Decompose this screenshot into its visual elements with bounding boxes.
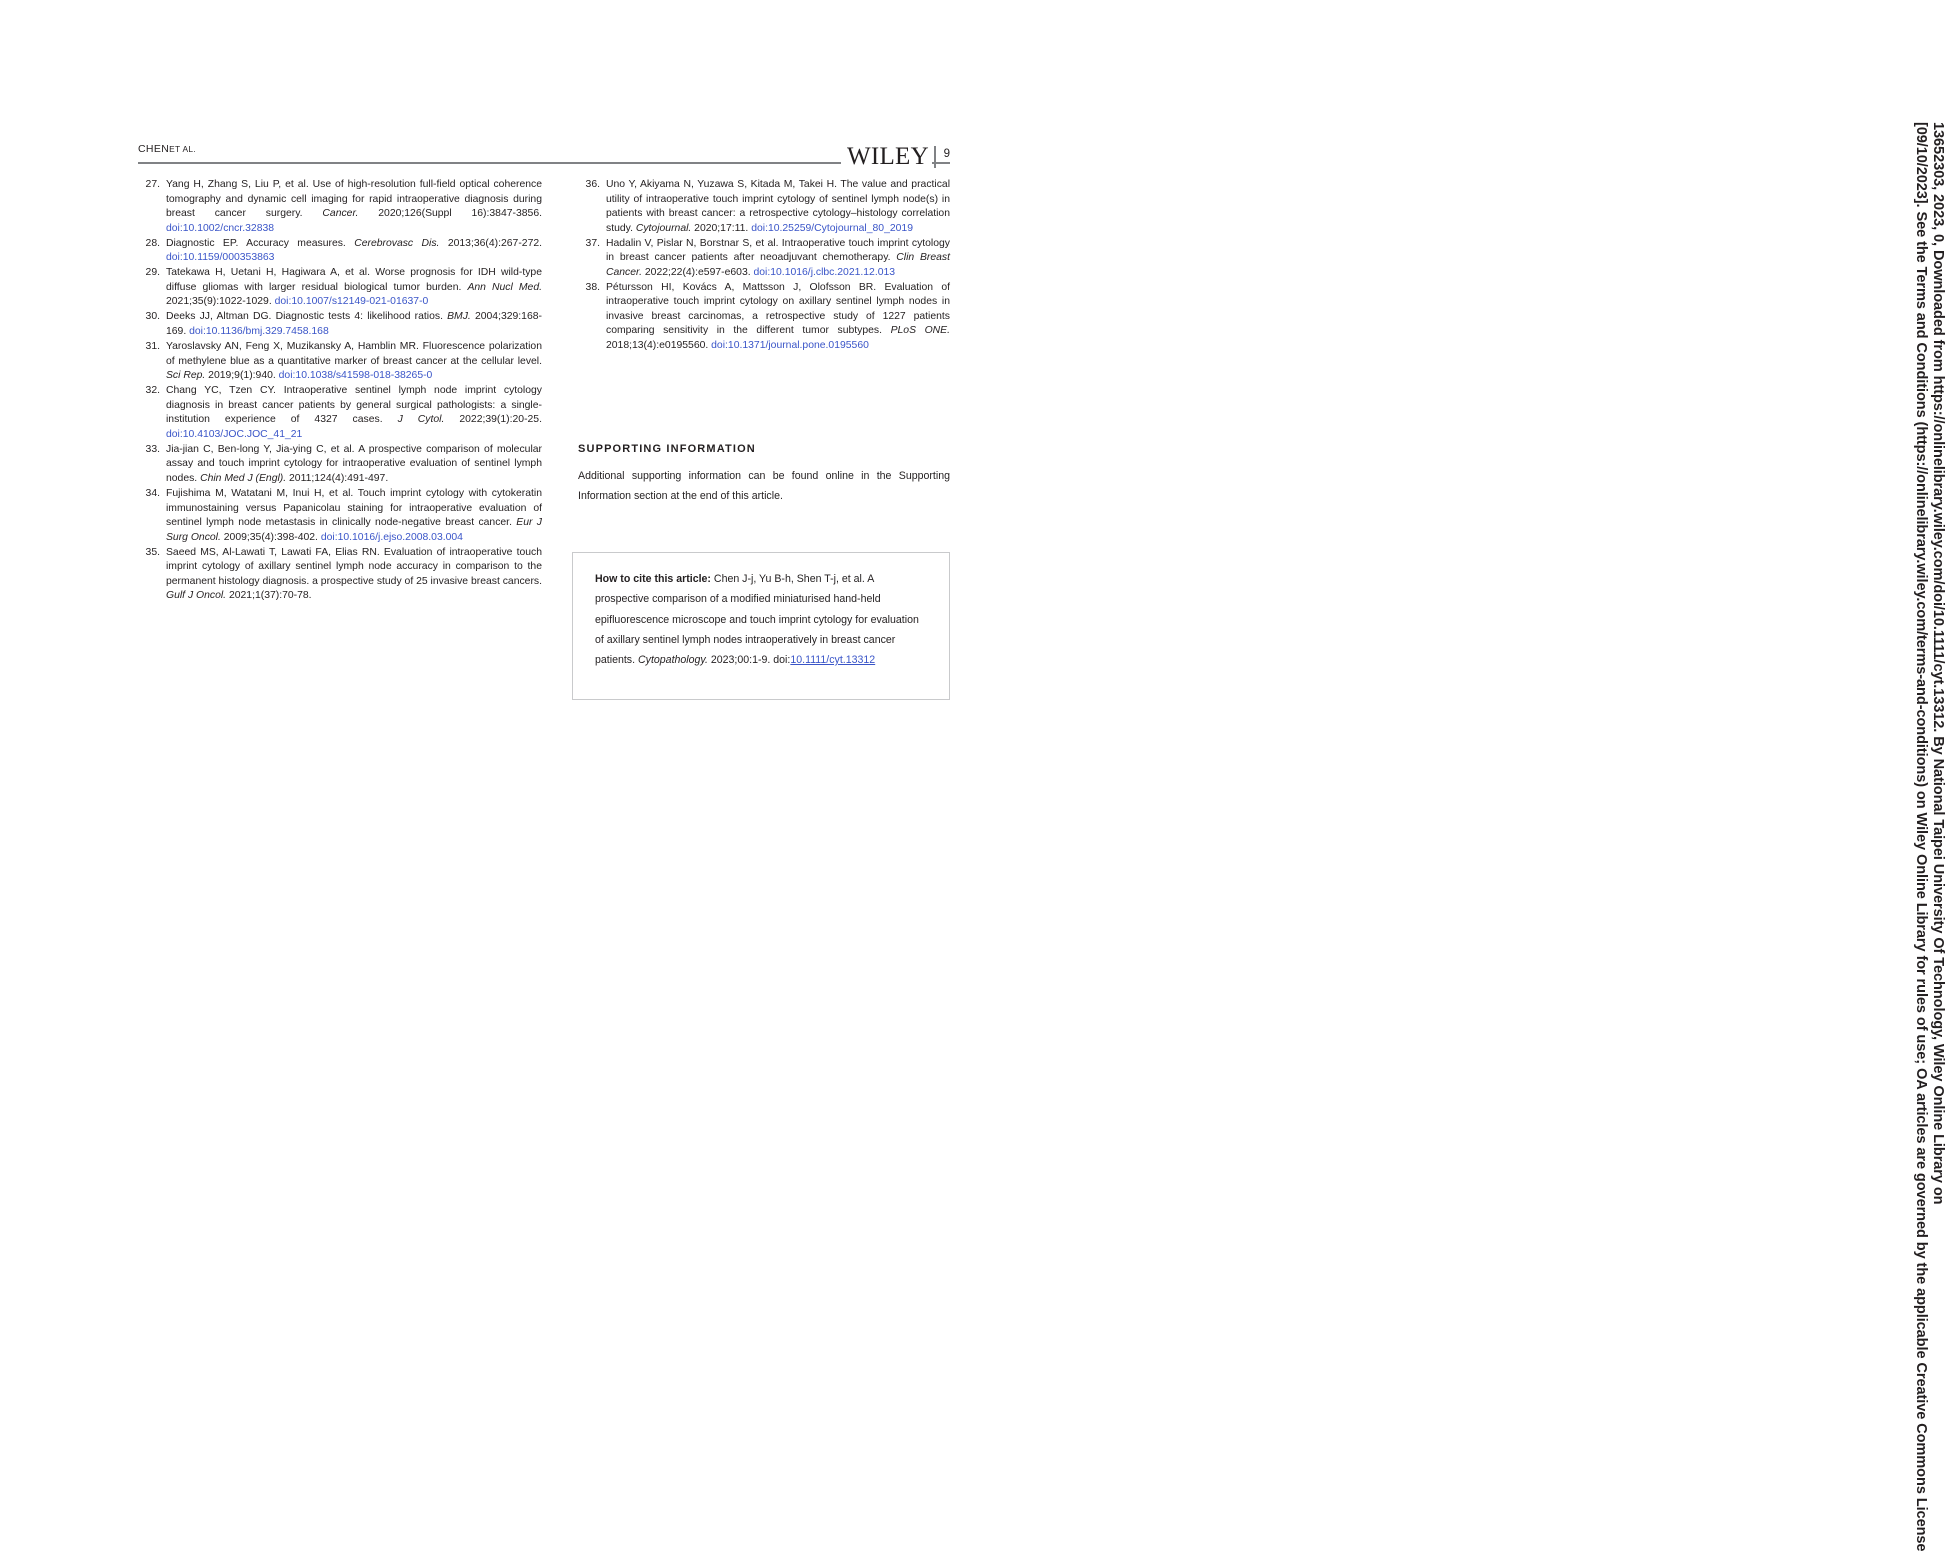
reference-tail: 2021;1(37):70-78. xyxy=(226,590,312,602)
reference-item xyxy=(138,340,542,384)
how-to-cite-volume: 2023;00:1-9. doi: xyxy=(707,654,791,667)
reference-number: 33. xyxy=(145,443,160,455)
running-head-author xyxy=(138,143,196,155)
reference-tail: 2019;9(1):940. xyxy=(205,370,279,382)
page-number: 9 xyxy=(943,148,950,160)
reference-number: 32. xyxy=(145,385,160,397)
how-to-cite-doi-link[interactable]: 10.1111/cyt.13312 xyxy=(790,654,876,667)
reference-doi-link[interactable]: doi:10.1007/s12149-021-01637-0 xyxy=(274,296,429,308)
reference-doi-link[interactable]: doi:10.1159/000353863 xyxy=(166,252,275,264)
reference-doi-link[interactable]: doi:10.1002/cncr.32838 xyxy=(166,222,275,234)
reference-number: 34. xyxy=(145,487,160,499)
reference-item xyxy=(138,487,542,545)
reference-text: Saeed MS, Al-Lawati T, Lawati FA, Elias RN. Evaluation of intraoperative touch imprint cytology of axillary sentinel lymph node accuracy in comparison to the permanent histology diagnosis. a prospective study of 25 invasive breast cancers. xyxy=(166,546,543,587)
reference-journal: PLoS ONE. xyxy=(890,325,950,337)
running-head-author-name: CHEN xyxy=(138,143,170,155)
how-to-cite-label: How to cite this article: xyxy=(595,573,711,585)
reference-journal: Cytojournal. xyxy=(635,222,692,234)
reference-tail: 2011;124(4):491-497. xyxy=(286,472,389,484)
reference-item xyxy=(578,281,950,354)
reference-item xyxy=(138,237,542,266)
reference-journal: Cancer. xyxy=(322,208,359,220)
supporting-information-heading: SUPPORTING INFORMATION xyxy=(578,443,756,455)
reference-item xyxy=(578,178,950,236)
wiley-logo-block xyxy=(841,141,950,169)
reference-journal: Gulf J Oncol. xyxy=(166,590,227,602)
how-to-cite-box xyxy=(572,552,950,700)
reference-tail: 2021;35(9):1022-1029. xyxy=(166,296,275,308)
reference-text: Chang YC, Tzen CY. Intraoperative sentinel lymph node imprint cytology diagnosis in breast cancer patients by general surgical pathologists: a single-institution experience of 4327 cases. xyxy=(166,385,542,426)
reference-number: 27. xyxy=(145,179,160,190)
supporting-information-body: Additional supporting information can be found online in the Supporting Information section at the end of this article. xyxy=(578,470,950,502)
reference-doi-link[interactable]: doi:10.1016/j.clbc.2021.12.013 xyxy=(753,266,896,278)
reference-number: 28. xyxy=(145,237,160,249)
reference-column-left xyxy=(138,178,542,604)
supporting-information-section xyxy=(578,443,950,506)
reference-text: Yang H, Zhang S, Liu P, et al. Use of high-resolution full-field optical coherence tomography and dynamic cell imaging for rapid intraoperative diagnosis during breast cancer surgery. xyxy=(166,179,542,220)
reference-journal: Ann Nucl Med. xyxy=(467,281,542,293)
reference-item xyxy=(138,546,542,604)
reference-tail: 2018;13(4):e0195560. xyxy=(606,340,712,352)
reference-doi-link[interactable]: doi:10.25259/Cytojournal_80_2019 xyxy=(751,222,913,234)
reference-number: 31. xyxy=(145,341,160,353)
reference-number: 37. xyxy=(585,237,600,249)
reference-doi-link[interactable]: doi:10.1038/s41598-018-38265-0 xyxy=(278,370,433,382)
reference-journal: J Cytol. xyxy=(397,414,445,426)
reference-item xyxy=(138,266,542,310)
reference-text: Tatekawa H, Uetani H, Hagiwara A, et al. Worse prognosis for IDH wild-type diffuse gliomas with larger residual biological tumor burden. xyxy=(166,267,542,293)
reference-item xyxy=(138,310,542,339)
reference-tail: 2020;17:11. xyxy=(691,222,752,234)
reference-journal: Cerebrovasc Dis. xyxy=(354,237,440,249)
reference-tail: 2009;35(4):398-402. xyxy=(220,531,321,543)
margin-legal-strip xyxy=(952,0,1946,1559)
reference-number: 38. xyxy=(585,281,600,293)
reference-tail: 2004;329:168-169. xyxy=(166,311,542,337)
reference-tail: 2020;126(Suppl 16):3847-3856. xyxy=(358,208,542,220)
reference-column-right xyxy=(578,178,950,354)
reference-journal: Eur J Surg Oncol. xyxy=(166,517,542,543)
wiley-rule-tick xyxy=(934,146,936,168)
reference-tail: 2022;39(1):20-25. xyxy=(444,414,542,426)
margin-legal-line-1: 13652303, 2023, 0, Downloaded from https://onlinelibrary.wiley.com/doi/10.1111/cyt.13312. By National Taipei University Of Technology, Wiley Online Library on xyxy=(1930,122,1946,1205)
reference-number: 30. xyxy=(145,311,160,323)
how-to-cite-citation: Chen J-j, Yu B-h, Shen T-j, et al. A prospective comparison of a modified miniaturised hand-held epifluorescence microscope and touch imprint cytology for evaluation of axillary sentinel lymph nodes intraoperatively in breast cancer patients. xyxy=(595,573,919,667)
reference-text: Deeks JJ, Altman DG. Diagnostic tests 4: likelihood ratios. xyxy=(166,311,448,323)
reference-text: Diagnostic EP. Accuracy measures. xyxy=(166,237,355,249)
margin-legal-line-2: [09/10/2023]. See the Terms and Conditions (https://onlinelibrary.wiley.com/terms-and-conditions) on Wiley Online Library for rules of use; OA articles are governed by the applicable Creative Commons License xyxy=(1913,122,1929,1552)
running-head-rule xyxy=(138,162,950,164)
reference-doi-link[interactable]: doi:10.1136/bmj.329.7458.168 xyxy=(189,325,329,337)
reference-journal: Chin Med J (Engl). xyxy=(200,472,287,484)
reference-number: 29. xyxy=(145,267,160,279)
running-head xyxy=(138,143,950,170)
how-to-cite-journal: Cytopathology. xyxy=(638,654,708,667)
reference-doi-link[interactable]: doi:10.1371/journal.pone.0195560 xyxy=(711,340,869,352)
how-to-cite-text xyxy=(595,569,923,670)
reference-doi-link[interactable]: doi:10.4103/JOC.JOC_41_21 xyxy=(166,428,303,440)
wiley-wordmark: WILEY xyxy=(841,144,932,169)
reference-doi-link[interactable]: doi:10.1016/j.ejso.2008.03.004 xyxy=(320,531,463,543)
reference-journal: Clin Breast Cancer. xyxy=(606,252,950,278)
reference-text: Jia-jian C, Ben-long Y, Jia-ying C, et al. A prospective comparison of molecular assay and touch imprint cytology for intraoperative evaluation of sentinel lymph nodes. xyxy=(166,443,542,484)
reference-text: Hadalin V, Pislar N, Borstnar S, et al. Intraoperative touch imprint cytology in breast cancer patients after neoadjuvant chemotherapy. xyxy=(606,237,950,264)
reference-number: 36. xyxy=(585,179,600,190)
reference-journal: Sci Rep. xyxy=(166,370,206,382)
reference-item xyxy=(578,237,950,281)
reference-tail: 2022;22(4):e597-e603. xyxy=(642,266,754,278)
running-head-author-suffix: ET AL. xyxy=(169,144,196,154)
reference-text: Pétursson HI, Kovács A, Mattsson J, Olofsson BR. Evaluation of intraoperative touch imprint cytology on axillary sentinel lymph nodes in invasive breast carcinomas, a retrospective study of 1227 patients comparing sensitivity in the different tumor subtypes. xyxy=(606,281,950,337)
reference-tail: 2013;36(4):267-272. xyxy=(439,237,543,249)
reference-text: Fujishima M, Watatani M, Inui H, et al. Touch imprint cytology with cytokeratin immunostaining versus Papanicolau staining for intraoperative evaluation of sentinel lymph node metastasis in clinically node-negative breast cancer. xyxy=(166,487,542,529)
reference-text: Yaroslavsky AN, Feng X, Muzikansky A, Hamblin MR. Fluorescence polarization of methylene blue as a quantitative marker of breast cancer at the cellular level. xyxy=(166,341,542,367)
reference-item xyxy=(138,178,542,236)
reference-journal: BMJ. xyxy=(447,311,471,323)
reference-text: Uno Y, Akiyama N, Yuzawa S, Kitada M, Takei H. The value and practical utility of intraoperative touch imprint cytology of sentinel lymph node(s) in patients with breast cancer: a retrospective cytology–histology correlation study. xyxy=(606,179,950,234)
reference-item xyxy=(138,443,542,487)
reference-number: 35. xyxy=(145,546,160,558)
reference-item xyxy=(138,384,542,442)
